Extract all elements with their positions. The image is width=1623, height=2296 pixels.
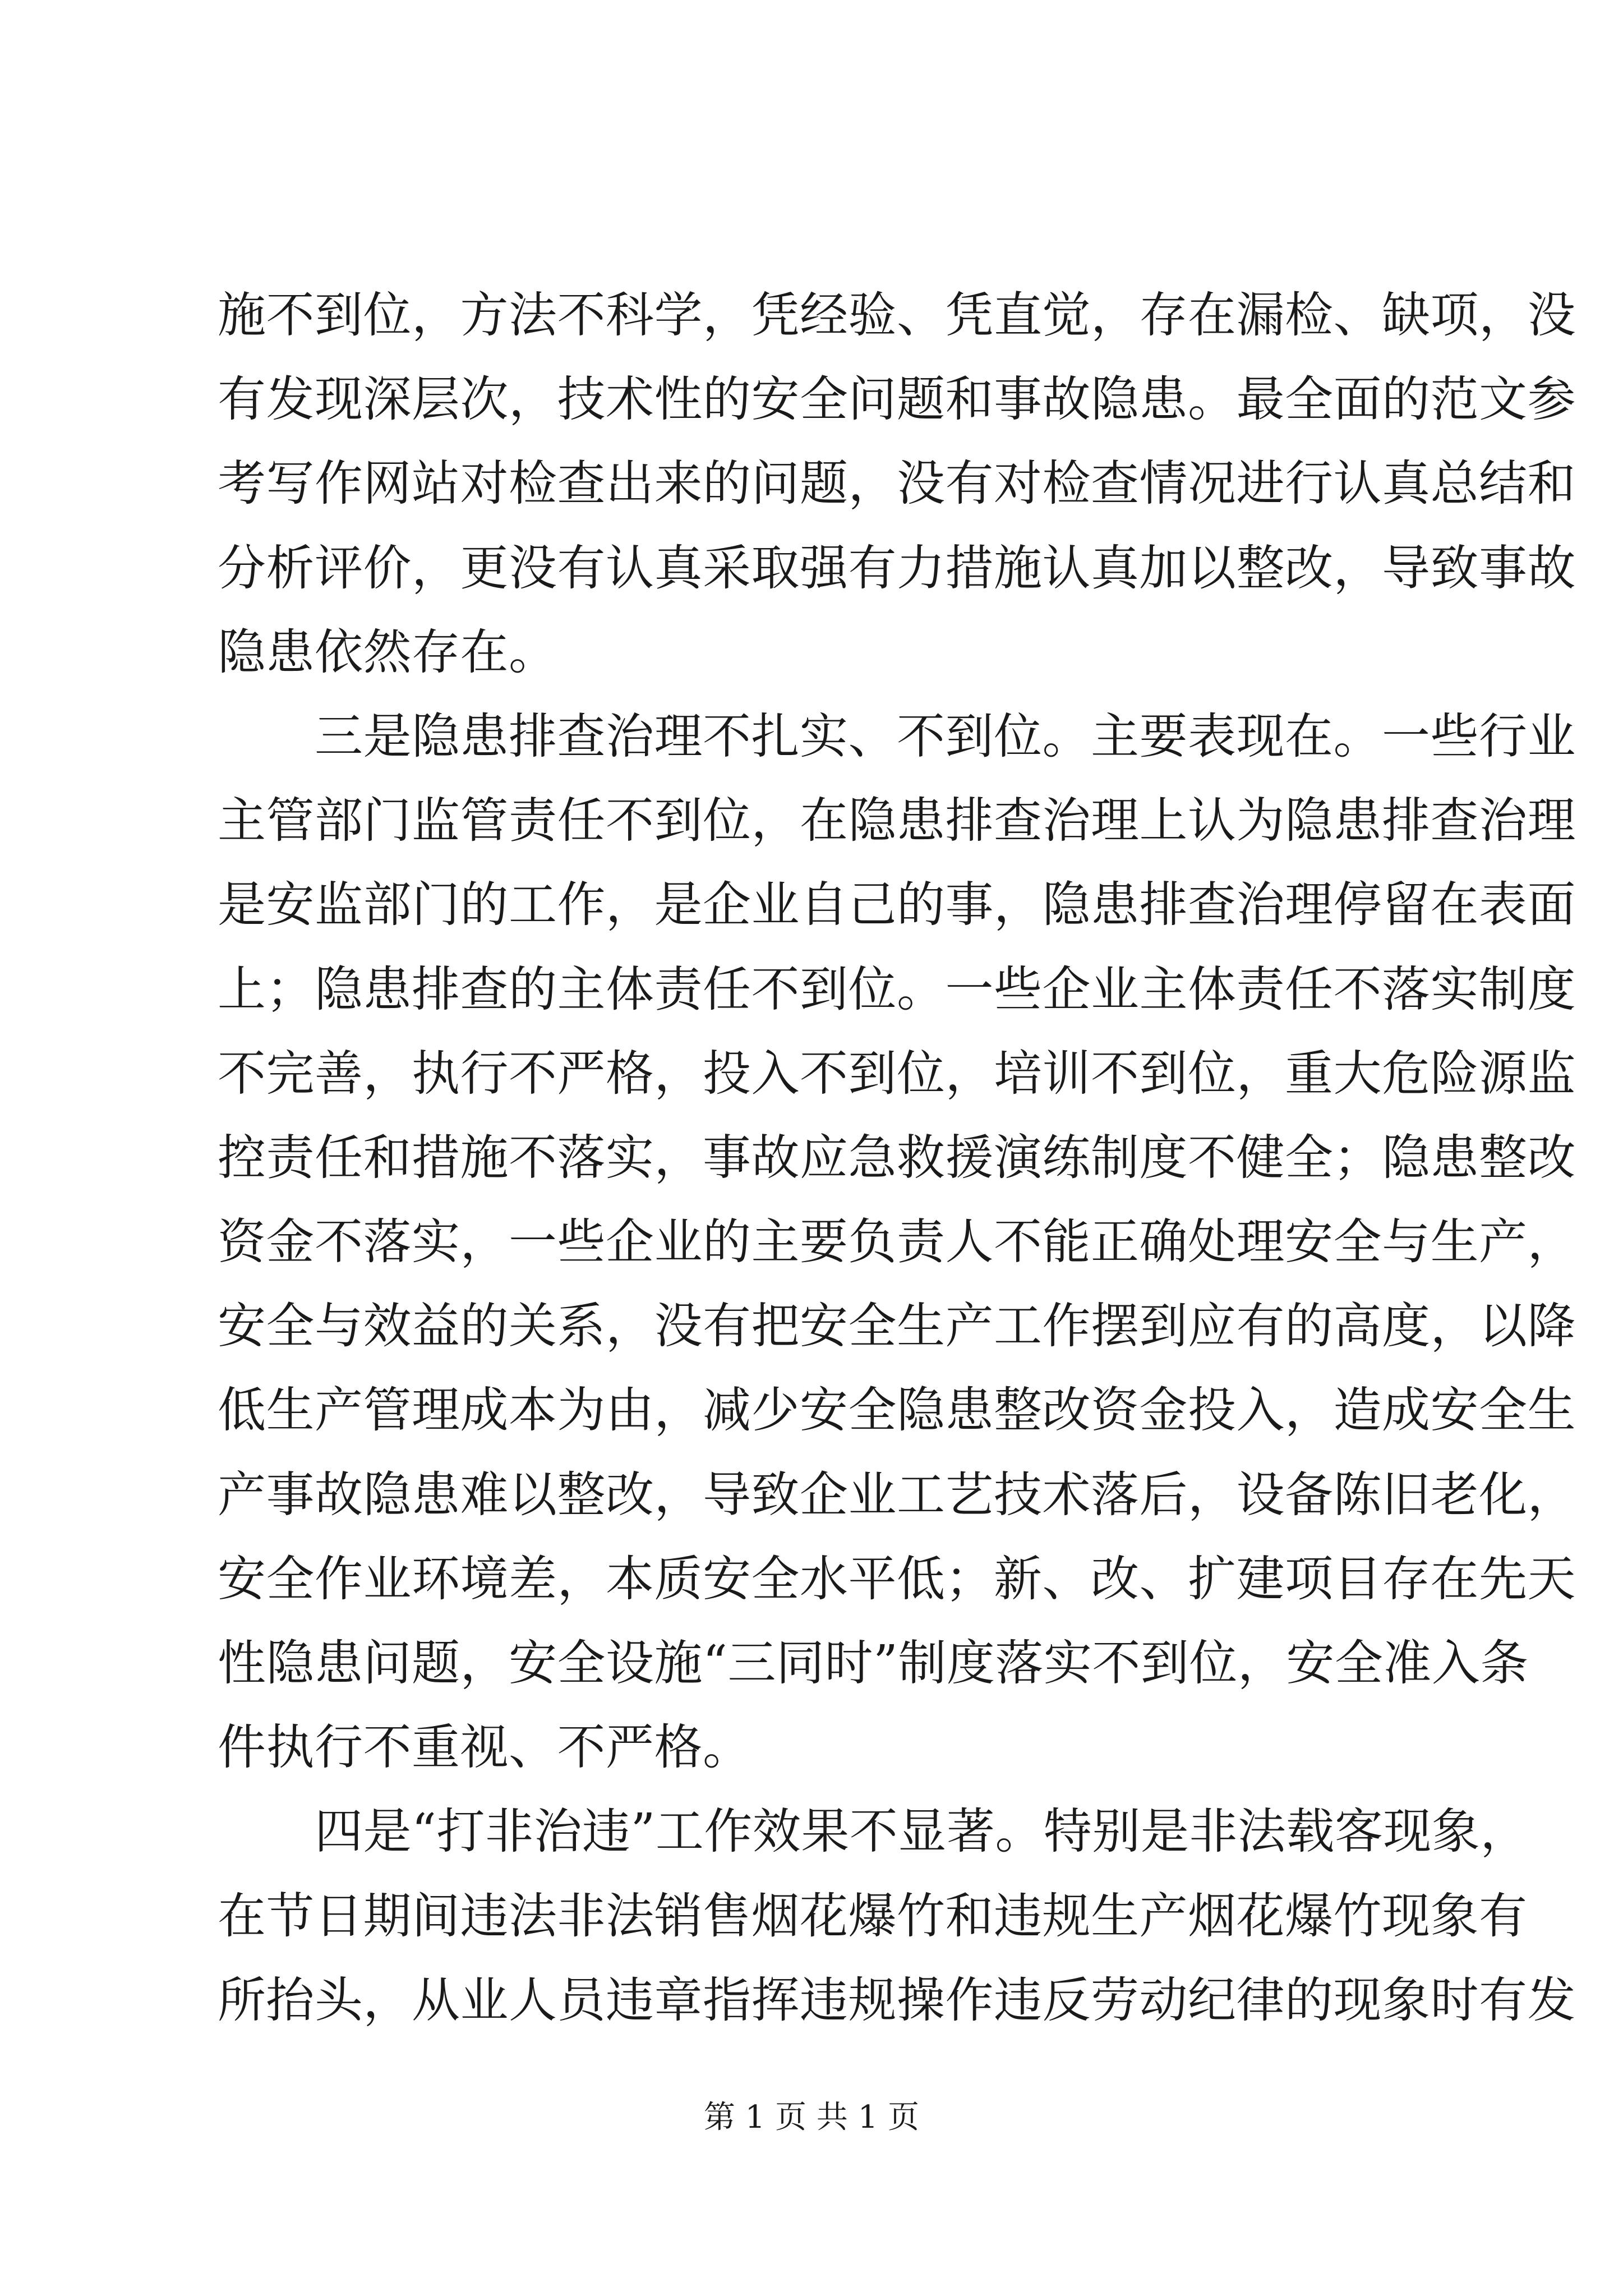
text-line: 所抬头，从业人员违章指挥违规操作违反劳动纪律的现象时有发 xyxy=(218,1972,1576,2028)
text-line: 隐患依然存在。 xyxy=(218,624,557,680)
text-line: 三是隐患排查治理不扎实、不到位。主要表现在。一些行业 xyxy=(218,708,1576,765)
text-line: 四是“打非治违”工作效果不显著。特别是非法载客现象， xyxy=(218,1803,1529,1860)
document-body xyxy=(218,273,1576,2042)
text-line: 上；隐患排查的主体责任不到位。一些企业主体责任不落实制度 xyxy=(218,961,1576,1018)
text-line: 不完善，执行不严格，投入不到位，培训不到位，重大危险源监 xyxy=(218,1045,1576,1102)
text-line: 控责任和措施不落实，事故应急救援演练制度不健全；隐患整改 xyxy=(218,1129,1576,1186)
text-line: 在节日期间违法非法销售烟花爆竹和违规生产烟花爆竹现象有 xyxy=(218,1888,1528,1944)
text-line: 性隐患问题，安全设施“三同时”制度落实不到位，安全准入条 xyxy=(218,1635,1529,1691)
text-line: 分析评价，更没有认真采取强有力措施认真加以整改，导致事故 xyxy=(218,540,1576,596)
text-line: 产事故隐患难以整改，导致企业工艺技术落后，设备陈旧老化， xyxy=(218,1466,1576,1523)
text-line: 安全与效益的关系，没有把安全生产工作摆到应有的高度，以降 xyxy=(218,1298,1576,1355)
text-line: 安全作业环境差，本质安全水平低；新、改、扩建项目存在先天 xyxy=(218,1550,1576,1607)
text-line: 件执行不重视、不严格。 xyxy=(218,1719,751,1776)
text-line: 有发现深层次，技术性的安全问题和事故隐患。最全面的范文参 xyxy=(218,371,1576,428)
text-line: 低生产管理成本为由，减少安全隐患整改资金投入，造成安全生 xyxy=(218,1382,1576,1439)
text-line: 主管部门监管责任不到位，在隐患排查治理上认为隐患排查治理 xyxy=(218,793,1576,849)
text-line: 施不到位，方法不科学，凭经验、凭直觉，存在漏检、缺项，没 xyxy=(218,287,1576,343)
page-footer: 第 1 页 共 1 页 xyxy=(703,2099,920,2136)
text-line: 考写作网站对检查出来的问题，没有对检查情况进行认真总结和 xyxy=(218,455,1576,512)
text-line: 是安监部门的工作，是企业自己的事，隐患排查治理停留在表面 xyxy=(218,877,1576,933)
text-line: 资金不落实，一些企业的主要负责人不能正确处理安全与生产， xyxy=(218,1214,1576,1271)
